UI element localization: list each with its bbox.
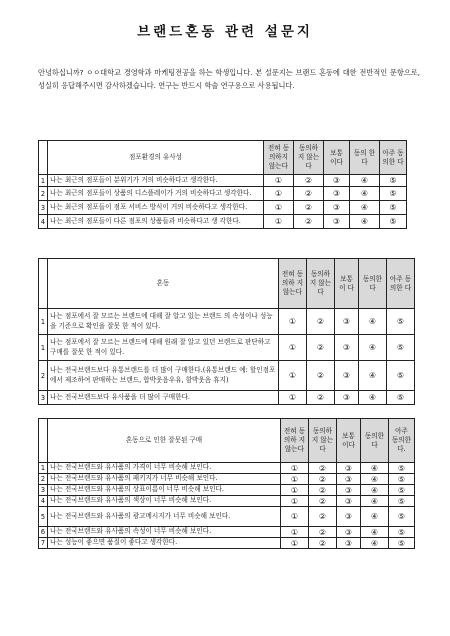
intro-paragraph: 안녕하십니까? ㅇㅇ대학교 경영학과 마케팅전공을 하는 학생입니다. 본 설문지는 브랜드 혼동에 대한 전반적인 문항으로, 성실히 응답해주시면 감사하겠습니다. 연구는 반드시 학술 연구용으로 사용됩니다. [38, 68, 420, 90]
answer-option[interactable] [281, 485, 309, 496]
answer-option[interactable] [337, 538, 361, 549]
answer-option-label: ④ [360, 217, 369, 226]
scale-column-header: 동의한 다 [359, 259, 387, 309]
answer-option[interactable] [309, 538, 337, 549]
answer-option-label: ③ [344, 496, 353, 506]
survey-table-1 [38, 140, 407, 229]
answer-option[interactable] [264, 215, 294, 229]
scale-column-header: 전혀 동의하 지 않는다 [281, 419, 309, 463]
answer-option[interactable] [387, 309, 415, 335]
question-row [39, 463, 415, 474]
answer-option-label: ④ [360, 189, 369, 198]
answer-option[interactable] [307, 309, 335, 335]
answer-option[interactable] [359, 335, 387, 361]
question-text: 나는 최근의 점포들이 다른 점포의 상품들과 비슷하다고 생 각한다. [48, 215, 264, 229]
question-row [39, 496, 415, 507]
answer-option-label: ① [274, 176, 283, 185]
answer-option-label: ⑤ [389, 203, 397, 212]
answer-option[interactable] [279, 361, 307, 391]
answer-option-label: ⑤ [397, 512, 406, 521]
question-row [39, 507, 415, 527]
answer-option[interactable] [281, 474, 309, 485]
answer-option[interactable] [380, 175, 407, 187]
scale-column-header: 보통 이다 [324, 141, 350, 175]
answer-option-label: ① [290, 463, 299, 473]
answer-option[interactable] [361, 474, 389, 485]
answer-option-label: ① [274, 203, 283, 212]
question-text: 나는 전국브랜드와 유사품의 상표이름이 너무 비슷해 보인다. [48, 485, 281, 496]
answer-option[interactable] [350, 215, 380, 229]
answer-option[interactable] [361, 527, 389, 538]
answer-option-label: ④ [370, 496, 379, 506]
answer-option[interactable] [307, 361, 335, 391]
question-number: 4 [39, 215, 48, 229]
answer-option[interactable] [361, 463, 389, 474]
scale-column-header: 동의하 지 않는다 [307, 259, 335, 309]
answer-option[interactable] [281, 507, 309, 527]
answer-option-label: ② [318, 538, 327, 548]
question-number: 5 [39, 507, 48, 527]
answer-option[interactable] [294, 201, 324, 215]
answer-option-label: ⑤ [397, 485, 406, 495]
survey-table-3 [38, 418, 415, 549]
answer-option-label: ① [290, 496, 299, 506]
question-row [39, 361, 415, 391]
answer-option-label: ⑤ [396, 371, 405, 380]
answer-option-label: ④ [360, 203, 369, 212]
answer-option-label: ⑤ [397, 463, 406, 473]
scale-column-header: 전혀 동의하 지 않는다 [279, 259, 307, 309]
answer-option[interactable] [361, 485, 389, 496]
answer-option[interactable] [307, 391, 335, 405]
scale-column-header: 동의한 다 [361, 419, 389, 463]
answer-option-label: ② [304, 203, 313, 212]
answer-option[interactable] [264, 187, 294, 201]
answer-option[interactable] [389, 538, 415, 549]
question-row [39, 215, 407, 229]
answer-option-label: ④ [370, 474, 379, 484]
question-row [39, 527, 415, 538]
answer-option[interactable] [279, 391, 307, 405]
answer-option-label: ② [318, 485, 327, 495]
question-number: 2 [39, 187, 48, 201]
answer-option[interactable] [309, 507, 337, 527]
answer-option-label: ④ [368, 343, 377, 352]
answer-option[interactable] [380, 187, 407, 201]
answer-option[interactable] [389, 507, 415, 527]
scale-column-header: 동의 한다 [350, 141, 380, 175]
scale-column-header: 보통 이다 [337, 419, 361, 463]
answer-option-label: ② [304, 189, 313, 198]
answer-option-label: ⑤ [396, 317, 405, 326]
answer-option[interactable] [387, 335, 415, 361]
question-text: 나는 전국브랜드보다 유사품을 더 많이 구매한다. [48, 391, 279, 405]
answer-option[interactable] [350, 201, 380, 215]
answer-option-label: ② [318, 463, 327, 473]
scale-column-header: 보통이 다 [335, 259, 359, 309]
answer-option-label: ② [318, 474, 327, 484]
answer-option-label: ③ [342, 343, 351, 352]
answer-option-label: ③ [332, 203, 341, 212]
answer-option[interactable] [309, 485, 337, 496]
question-row [39, 187, 407, 201]
question-text: 나는 점포에서 잘 모르는 브랜드에 대해 원래 잘 알고 있던 브랜드로 판단하고 구매를 잘못 한 적이 있다. [48, 335, 279, 361]
question-text: 나는 전국브랜드보다 유통브랜드를 더 많이 구매한다.(유통브랜드 예: 할인점포에서 제조하여 판매하는 브랜드, 합박웃음우유, 함박웃음 휴지) [48, 361, 279, 391]
question-row [39, 335, 415, 361]
answer-option-label: ② [318, 527, 327, 537]
scale-column-header: 아주 동의한 다 [387, 259, 415, 309]
answer-option[interactable] [335, 335, 359, 361]
answer-option[interactable] [337, 527, 361, 538]
answer-option-label: ① [288, 343, 297, 352]
answer-option-label: ④ [370, 527, 379, 537]
question-number: 1 [39, 335, 48, 361]
answer-option[interactable] [337, 485, 361, 496]
answer-option-label: ① [290, 474, 299, 484]
answer-option[interactable] [309, 527, 337, 538]
question-number: 3 [39, 391, 48, 405]
answer-option[interactable] [281, 463, 309, 474]
answer-option[interactable] [361, 538, 389, 549]
scale-column-header: 전혀 동의하지 않는다 [264, 141, 294, 175]
question-number: 3 [39, 485, 48, 496]
section-header: 혼동으로 인한 잘못된 구매 [48, 419, 281, 463]
answer-option-label: ④ [368, 317, 377, 326]
answer-option[interactable] [335, 309, 359, 335]
answer-option-label: ③ [344, 538, 353, 548]
question-text: 나는 점포에서 잘 모르는 브랜드에 대해 잘 알고 있는 브랜드 의 속성이나 성능을 기준으로 확인을 잘못 한 적이 있다. [48, 309, 279, 335]
answer-option[interactable] [337, 474, 361, 485]
answer-option-label: ② [318, 496, 327, 506]
answer-option[interactable] [309, 474, 337, 485]
answer-option-label: ⑤ [389, 176, 397, 185]
answer-option-label: ④ [370, 463, 379, 473]
answer-option[interactable] [380, 201, 407, 215]
answer-option-label: ① [274, 217, 283, 226]
scale-column-header: 동의하 지 않는다 [309, 419, 337, 463]
answer-option-label: ⑤ [397, 527, 406, 537]
scale-column-header: 아주 동의한 다. [389, 419, 415, 463]
answer-option-label: ① [288, 371, 297, 380]
answer-option[interactable] [324, 215, 350, 229]
answer-option[interactable] [335, 391, 359, 405]
answer-option-label: ③ [342, 393, 351, 402]
answer-option-label: ① [290, 538, 299, 548]
scale-column-header: 아주 동의한 다 [380, 141, 407, 175]
answer-option-label: ② [318, 512, 327, 521]
answer-option-label: ③ [344, 463, 353, 473]
question-text: 나는 최근의 점포들이 점포 서비스 방식이 거의 비슷하다고 생각한다. [48, 201, 264, 215]
answer-option[interactable] [389, 474, 415, 485]
question-number: 2 [39, 474, 48, 485]
question-text: 나는 성능이 좋으면 품질이 좋다고 생각한다. [48, 538, 281, 549]
answer-option[interactable] [324, 187, 350, 201]
answer-option-label: ③ [344, 474, 353, 484]
question-row [39, 309, 415, 335]
answer-option[interactable] [350, 187, 380, 201]
answer-option[interactable] [337, 496, 361, 507]
header-blank-cell [39, 419, 48, 463]
answer-option[interactable] [281, 527, 309, 538]
answer-option-label: ④ [370, 512, 379, 521]
question-text: 나는 전국브랜드와 유사품의 패키지가 너무 비슷해 보인다. [48, 474, 281, 485]
answer-option-label: ④ [370, 485, 379, 495]
question-text: 나는 최근의 점포들이 상품의 디스플레이가 거의 비슷하다고 생각한다. [48, 187, 264, 201]
answer-option-label: ② [316, 371, 325, 380]
answer-option-label: ① [290, 527, 299, 537]
question-row [39, 485, 415, 496]
answer-option-label: ③ [344, 485, 353, 495]
answer-option-label: ⑤ [397, 474, 406, 484]
question-text: 나는 전국브랜드와 유사품의 속성이 너무 비슷해 보인다. [48, 527, 281, 538]
answer-option-label: ⑤ [397, 496, 406, 506]
section-header: 혼동 [48, 259, 279, 309]
answer-option[interactable] [389, 463, 415, 474]
answer-option[interactable] [337, 463, 361, 474]
answer-option-label: ③ [332, 217, 341, 226]
question-number: 1 [39, 175, 48, 187]
answer-option[interactable] [359, 361, 387, 391]
answer-option[interactable] [337, 507, 361, 527]
answer-option[interactable] [294, 215, 324, 229]
question-number: 7 [39, 538, 48, 549]
answer-option[interactable] [279, 335, 307, 361]
scale-column-header: 동의하지 않는다 [294, 141, 324, 175]
answer-option[interactable] [324, 201, 350, 215]
answer-option-label: ⑤ [396, 393, 405, 402]
answer-option-label: ③ [344, 512, 353, 521]
answer-option[interactable] [389, 527, 415, 538]
answer-option-label: ② [304, 217, 313, 226]
answer-option-label: ③ [344, 527, 353, 537]
question-text: 나는 전국브랜드와 유사품의 가격이 너무 비슷해 보인다. [48, 463, 281, 474]
answer-option[interactable] [361, 496, 389, 507]
answer-option[interactable] [309, 496, 337, 507]
answer-option[interactable] [387, 391, 415, 405]
answer-option-label: ③ [342, 317, 351, 326]
question-number: 2 [39, 361, 48, 391]
answer-option[interactable] [380, 215, 407, 229]
answer-option-label: ③ [332, 189, 341, 198]
section-header: 점포환경의 유사성 [48, 141, 264, 175]
page-title: 브랜드혼동 관련 설문지 [137, 24, 313, 40]
answer-option-label: ② [316, 393, 325, 402]
answer-option[interactable] [350, 175, 380, 187]
answer-option[interactable] [359, 309, 387, 335]
question-row [39, 201, 407, 215]
question-row [39, 474, 415, 485]
answer-option[interactable] [264, 175, 294, 187]
answer-option[interactable] [279, 309, 307, 335]
answer-option[interactable] [359, 391, 387, 405]
answer-option-label: ⑤ [389, 189, 397, 198]
answer-option[interactable] [294, 187, 324, 201]
answer-option-label: ① [290, 512, 299, 521]
survey-table-2 [38, 258, 415, 405]
answer-option[interactable] [307, 335, 335, 361]
answer-option-label: ② [316, 343, 325, 352]
question-number: 6 [39, 527, 48, 538]
answer-option-label: ④ [368, 371, 377, 380]
question-text: 나는 전국브랜드와 유사품의 색상이 너무 비슷해 보인다. [48, 496, 281, 507]
header-blank-cell [39, 259, 48, 309]
question-row [39, 175, 407, 187]
answer-option-label: ① [288, 393, 297, 402]
answer-option[interactable] [264, 201, 294, 215]
answer-option[interactable] [281, 496, 309, 507]
answer-option-label: ③ [342, 371, 351, 380]
answer-option[interactable] [309, 463, 337, 474]
answer-option-label: ⑤ [396, 343, 405, 352]
question-row [39, 391, 415, 405]
answer-option-label: ⑤ [389, 217, 397, 226]
question-number: 1 [39, 309, 48, 335]
answer-option[interactable] [281, 538, 309, 549]
answer-option-label: ② [304, 176, 313, 185]
answer-option[interactable] [361, 507, 389, 527]
question-text: 나는 전국브랜드와 유사품의 광고메시지가 너무 비슷해 보인다. [48, 507, 281, 527]
answer-option-label: ① [288, 317, 297, 326]
answer-option-label: ④ [368, 393, 377, 402]
question-text: 나는 최근의 점포들이 분위기가 거의 비슷하다고 생각한다. [48, 175, 264, 187]
question-number: 1 [39, 463, 48, 474]
question-row [39, 538, 415, 549]
answer-option-label: ① [274, 189, 283, 198]
answer-option[interactable] [389, 496, 415, 507]
answer-option-label: ④ [360, 176, 369, 185]
question-number: 4 [39, 496, 48, 507]
answer-option-label: ④ [370, 538, 379, 548]
header-blank-cell [39, 141, 48, 175]
answer-option[interactable] [387, 361, 415, 391]
answer-option[interactable] [324, 175, 350, 187]
answer-option[interactable] [335, 361, 359, 391]
answer-option-label: ③ [332, 176, 341, 185]
question-number: 3 [39, 201, 48, 215]
answer-option[interactable] [294, 175, 324, 187]
answer-option-label: ⑤ [397, 538, 406, 548]
answer-option-label: ① [290, 485, 299, 495]
answer-option-label: ② [316, 317, 325, 326]
answer-option[interactable] [389, 485, 415, 496]
